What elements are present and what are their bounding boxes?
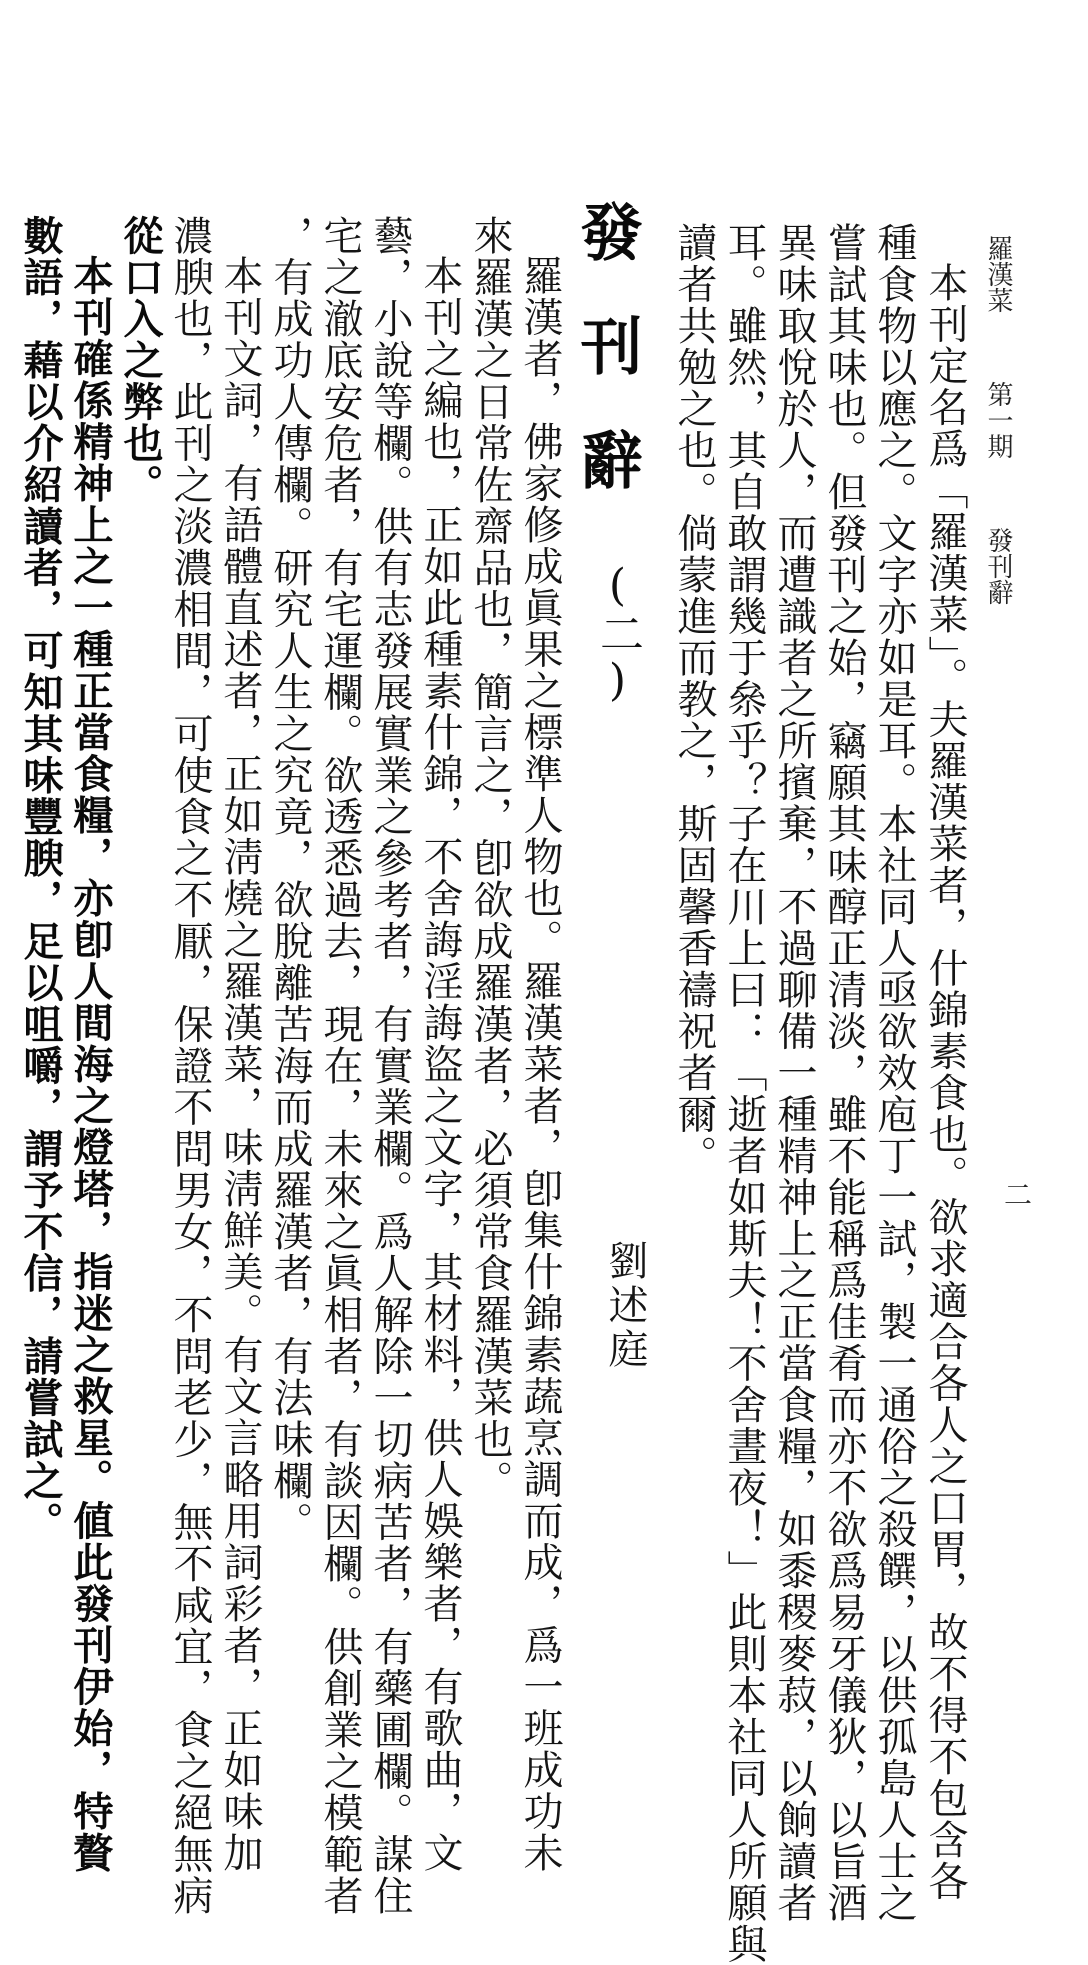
article-number: (二) xyxy=(592,560,643,706)
running-header xyxy=(985,235,1011,605)
article-line-1: 羅漢者，佛家修成眞果之標準人物也。羅漢菜者，卽集什錦素蔬烹調而成，爲一班成功未 xyxy=(517,255,563,1874)
article-line-9: 從口入之弊也。 xyxy=(117,215,164,506)
preface-line-5: 耳。雖然，其自敢謂幾于㕘乎？子在川上曰：「逝者如斯夫！不舍晝夜！」此則本社同人所願與 xyxy=(721,222,767,1965)
article-line-7: 本刊文詞，有語體直述者，正如淸燒之羅漢菜，味淸鮮美。有文言略用詞彩者，正如味加 xyxy=(217,255,263,1874)
preface-line-2: 種食物以應之。文字亦如是耳。本社同人亟欲效庖丁一試，製一通俗之殺饌，以供孤島人士之 xyxy=(871,222,917,1924)
article-line-2: 來羅漢之日常佐齋品也，簡言之，卽欲成羅漢者，必須常食羅漢菜也。 xyxy=(467,215,513,1502)
article-title: 發刊辭 xyxy=(570,200,643,542)
article-line-10: 本刊確係精神上之一種正當食糧，亦卽人間海之燈塔，指迷之救星。値此發刊伊始，特贅 xyxy=(67,255,114,1874)
article-author: 劉述庭 xyxy=(602,1240,648,1372)
article-line-8: 濃腴也，此刊之淡濃相間，可使食之不厭，保證不問男女，不問老少，無不咸宜，食之絕無病 xyxy=(167,215,213,1917)
article-line-5: 宅之澈底安危者，有宅運欄。欲透悉過去，現在，未來之眞相者，有談因欄。供創業之模範者 xyxy=(317,215,363,1917)
preface-line-3: 嘗試其味也。但發刊之始，竊願其味醇正清淡，雖不能稱爲佳肴而亦不欲爲易牙儀狄，以旨酒 xyxy=(821,222,867,1924)
preface-line-4: 異味取悅於人，而遭識者之所擯棄，不過聊備一種精神上之正當食糧，如黍稷麥菽，以餉讀者 xyxy=(771,222,817,1924)
preface-line-1: 本刊定名爲「羅漢菜」。夫羅漢菜者，什錦素食也。欲求適合各人之口胃，故不得不包含各 xyxy=(922,262,968,1902)
article-line-6: ，有成功人傳欄。研究人生之究竟，欲脫離苦海而成羅漢者，有法味欄。 xyxy=(267,215,313,1543)
header-section: 發刊辭 xyxy=(983,527,1013,605)
article-line-4: 藝，小說等欄。供有志發展實業之參考者，有實業欄。爲人解除一切病苦者，有藥圃欄。謀住 xyxy=(367,215,413,1917)
header-journal: 羅漢菜 xyxy=(983,235,1013,313)
header-issue: 第一期 xyxy=(983,381,1013,459)
article-line-11: 數語，藉以介紹讀者，可知其味豐腴，足以咀嚼，謂予不信，請嘗試之。 xyxy=(17,215,64,1543)
preface-line-6: 讀者共勉之也。倘蒙進而教之，斯固馨香禱祝者爾。 xyxy=(671,222,717,1177)
page-number: 二 xyxy=(1000,1180,1033,1208)
article-line-3: 本刊之編也，正如此種素什錦，不舍誨淫誨盜之文字，其材料，供人娛樂者，有歌曲，文 xyxy=(417,255,463,1874)
